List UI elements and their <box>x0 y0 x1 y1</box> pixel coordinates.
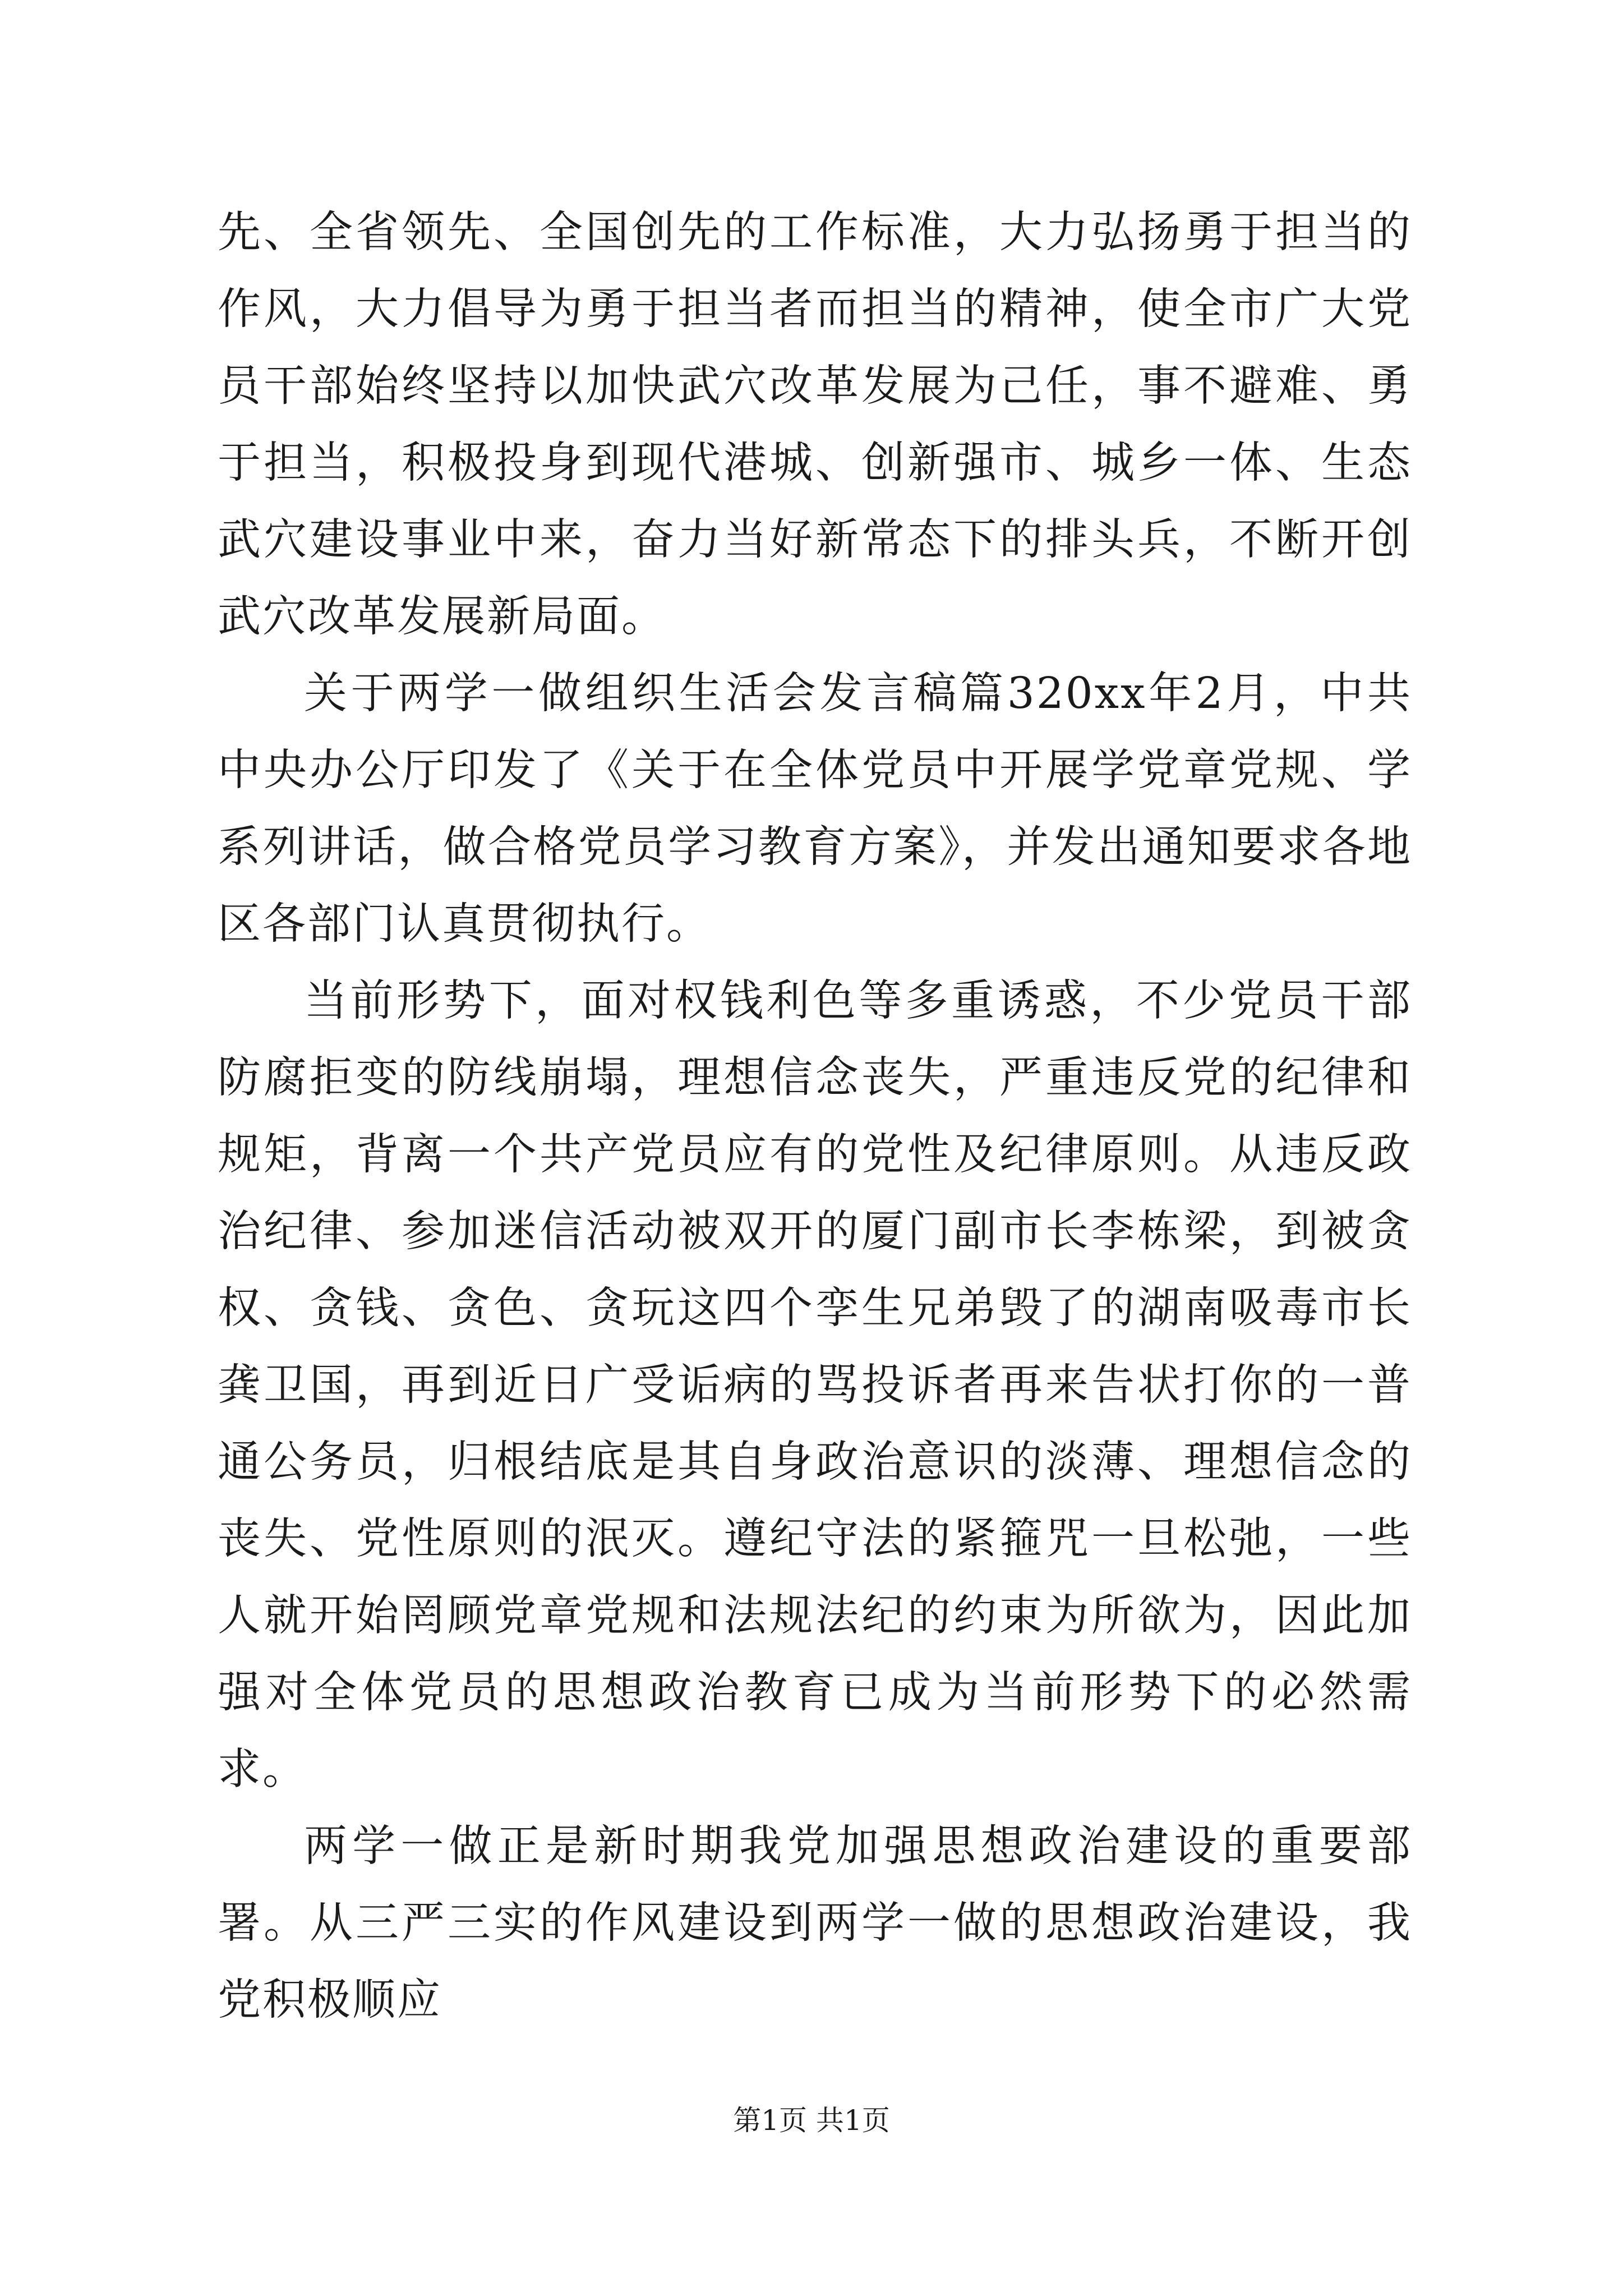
page-footer: 第1页 共1页 <box>733 2104 890 2137</box>
document-body <box>218 194 1412 2039</box>
paragraph-1: 先、全省领先、全国创先的工作标准，大力弘扬勇于担当的作风，大力倡导为勇于担当者而担当的精神，使全市广大党员干部始终坚持以加快武穴改革发展为己任，事不避难、勇于担当，积极投身到现代港城、创新强市、城乡一体、生态武穴建设事业中来，奋力当好新常态下的排头兵，不断开创武穴改革发展新局面。 <box>218 208 1412 642</box>
paragraph-3: 当前形势下，面对权钱利色等多重诱惑，不少党员干部防腐拒变的防线崩塌，理想信念丧失，严重违反党的纪律和规矩，背离一个共产党员应有的党性及纪律原则。从违反政治纪律、参加迷信活动被双开的厦门副市长李栋梁，到被贪权、贪钱、贪色、贪玩这四个孪生兄弟毁了的湖南吸毒市长龚卫国，再到近日广受诟病的骂投诉者再来告状打你的一普通公务员，归根结底是其自身政治意识的淡薄、理想信念的丧失、党性原则的泯灭。遵纪守法的紧箍咒一旦松弛，一些人就开始罔顾党章党规和法规法纪的约束为所欲为，因此加强对全体党员的思想政治教育已成为当前形势下的必然需求。 <box>218 976 1412 1795</box>
paragraph-4: 两学一做正是新时期我党加强思想政治建设的重要部署。从三严三实的作风建设到两学一做的思想政治建设，我党积极顺应 <box>218 1821 1412 2025</box>
paragraph-2: 关于两学一做组织生活会发言稿篇320xx年2月，中共中央办公厅印发了《关于在全体党员中开展学党章党规、学系列讲话，做合格党员学习教育方案》，并发出通知要求各地区各部门认真贯彻执行。 <box>218 669 1412 949</box>
